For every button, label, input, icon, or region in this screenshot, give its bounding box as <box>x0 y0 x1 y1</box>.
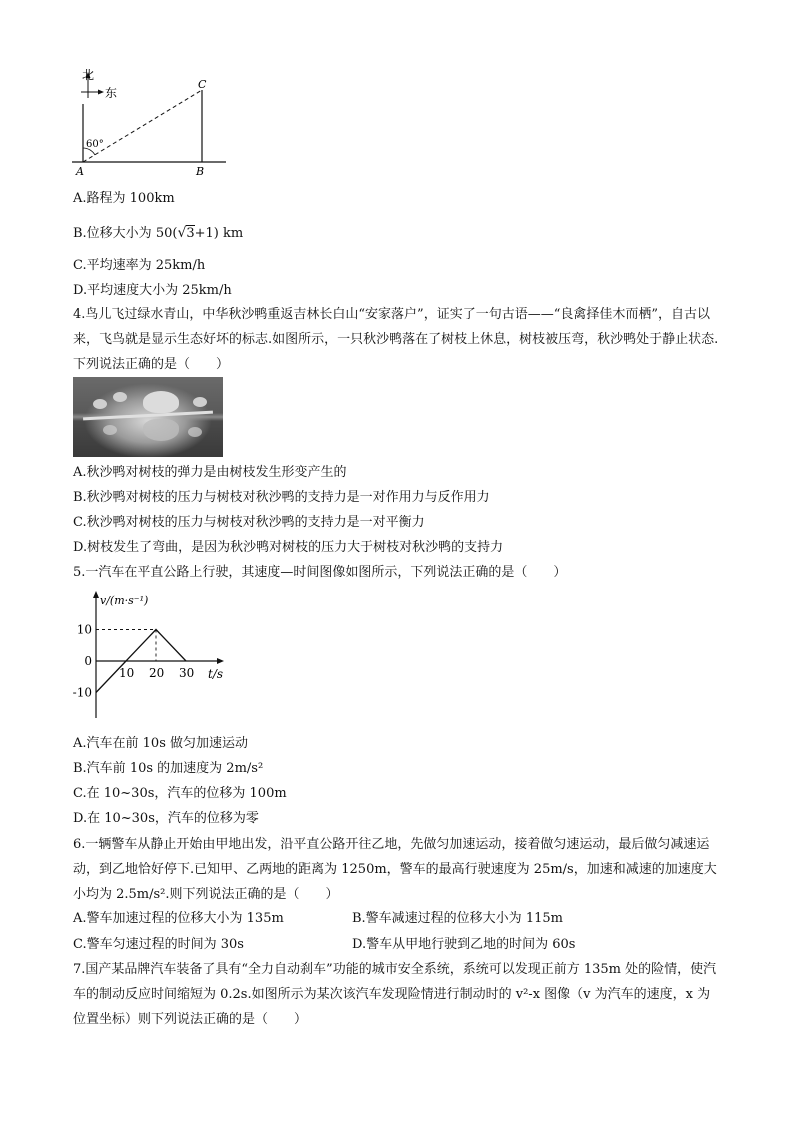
velocity-time-chart <box>68 588 238 723</box>
x-axis-label: t/s <box>208 667 224 681</box>
q5-stem: 5.一汽车在平直公路上行驶，其速度—时间图像如图所示，下列说法正确的是（ ） <box>73 565 567 580</box>
y-tick-label: 0 <box>84 654 92 668</box>
east-label: 东 <box>105 86 118 100</box>
q3-option-b-suffix: +1) km <box>194 226 244 241</box>
q3-option-b-radicand: 3 <box>186 226 195 241</box>
y-axis-label: v/(m·s⁻¹) <box>100 594 149 607</box>
x-tick-label: 30 <box>179 666 195 680</box>
x-axis-arrow <box>217 658 224 664</box>
q4-option-b: B.秋沙鸭对树枝的压力与树枝对秋沙鸭的支持力是一对作用力与反作用力 <box>73 490 490 505</box>
q6-option-c: C.警车匀速过程的时间为 30s <box>73 937 244 952</box>
point-c-label: C <box>198 78 207 91</box>
x-tick-label: 10 <box>119 666 135 680</box>
y-tick-label: 10 <box>76 622 92 637</box>
q6-stem: 6.一辆警车从静止开始由甲地出发，沿平直公路开往乙地，先做匀加速运动，接着做匀速运动，最后做匀减速运动，到乙地恰好停下.已知甲、乙两地的距离为 1250m，警车的最高行驶速度为 25m/s，加速和减速的加速度大小均为 2.5m/s².则下列说法正确的是（ ） <box>73 837 717 902</box>
q7-stem: 7.国产某品牌汽车装备了具有“全力自动刹车”功能的城市安全系统，系统可以发现正前方 135m 处的险情，使汽车的制动反应时间缩短为 0.2s.如图所示为某次该汽车发现险情进行制动时的 v²-x 图像（v 为汽车的速度，x 为位置坐标）则下列说法正确的是（ ） <box>73 962 717 1027</box>
x-tick-label: 20 <box>149 666 165 680</box>
angle-label: 60° <box>86 139 104 150</box>
q5-option-b: B.汽车前 10s 的加速度为 2m/s² <box>73 761 264 776</box>
q5-option-c: C.在 10~30s，汽车的位移为 100m <box>73 786 287 801</box>
q5-option-d: D.在 10~30s，汽车的位移为零 <box>73 811 259 826</box>
north-label: 北 <box>82 68 95 82</box>
y-tick-label: -10 <box>72 685 92 700</box>
y-axis-arrow <box>93 591 99 598</box>
q4-option-a: A.秋沙鸭对树枝的弹力是由树枝发生形变产生的 <box>73 465 347 480</box>
q3-option-d: D.平均速度大小为 25km/h <box>73 283 232 298</box>
q3-option-b-prefix: B.位移大小为 50( <box>73 226 178 241</box>
displacement-diagram <box>68 62 233 180</box>
q3-option-c: C.平均速率为 25km/h <box>73 258 206 273</box>
q4-option-d: D.树枝发生了弯曲，是因为秋沙鸭对树枝的压力大于树枝对秋沙鸭的支持力 <box>73 540 504 555</box>
q4-stem: 4.鸟儿飞过绿水青山，中华秋沙鸭重返吉林长白山“安家落户”，证实了一句古语——“良禽择佳木而栖”，自古以来，飞鸟就是显示生态好坏的标志.如图所示，一只秋沙鸭落在了树枝上休息，树枝被压弯，秋沙鸭处于静止状态.下列说法正确的是（ ） <box>73 307 719 372</box>
q4-option-c: C.秋沙鸭对树枝的压力与树枝对秋沙鸭的支持力是一对平衡力 <box>73 515 425 530</box>
q5-option-a: A.汽车在前 10s 做匀加速运动 <box>73 736 248 751</box>
sqrt-symbol: √ <box>177 225 187 241</box>
q3-option-b <box>73 224 243 243</box>
q6-option-a: A.警车加速过程的位移大小为 135m <box>73 911 284 926</box>
q3-option-a: A.路程为 100km <box>73 191 175 206</box>
duck-on-branch-photo <box>73 377 223 457</box>
point-a-label: A <box>76 165 84 178</box>
q6-option-b: B.警车减速过程的位移大小为 115m <box>352 911 563 926</box>
q6-option-d: D.警车从甲地行驶到乙地的时间为 60s <box>352 937 576 952</box>
point-b-label: B <box>196 165 205 178</box>
